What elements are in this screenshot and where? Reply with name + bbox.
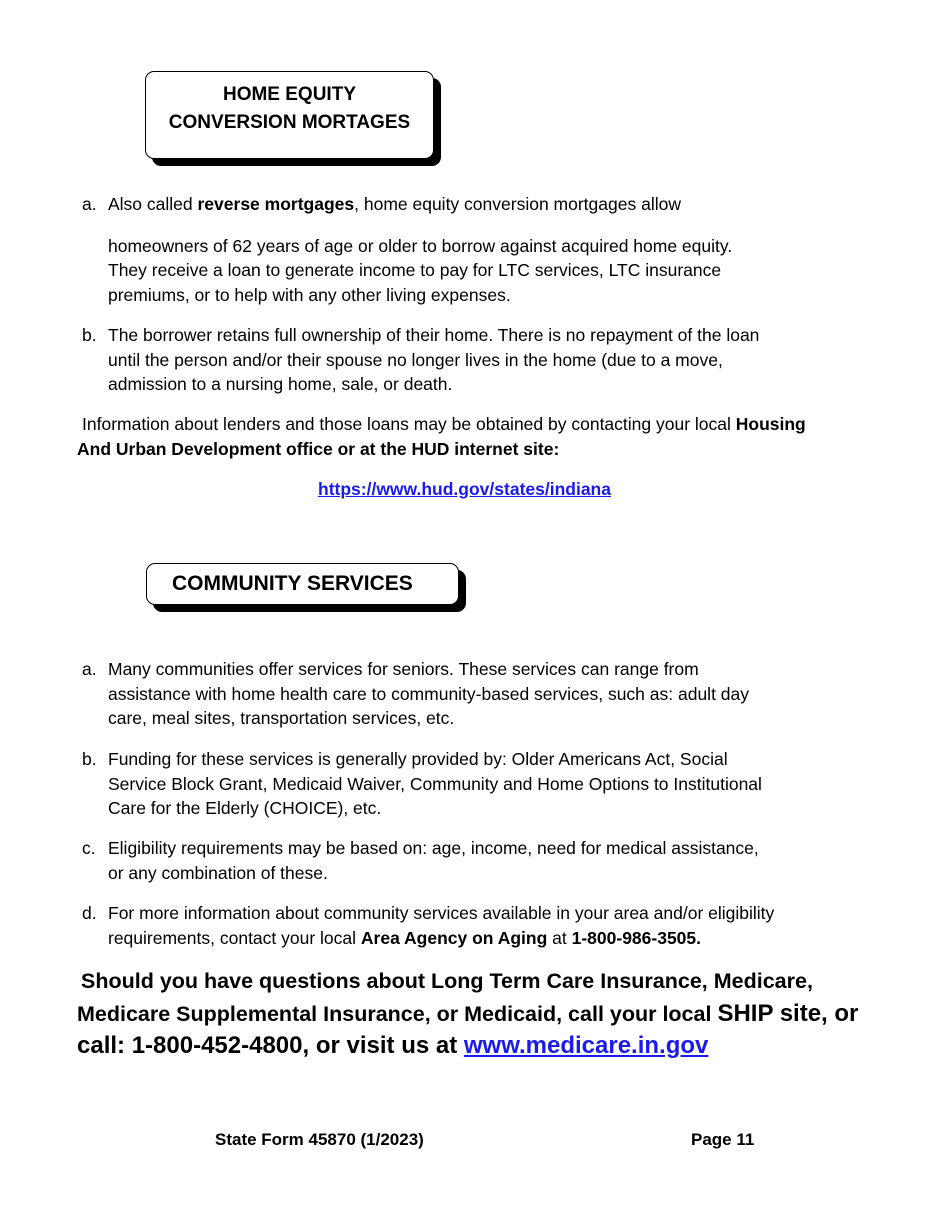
item-text: homeowners of 62 years of age or older to borrow against acquired home equity. [108, 235, 733, 256]
item-label: a. [82, 659, 97, 679]
contact-line: Should you have questions about Long Term Care Insurance, Medicare, [81, 969, 813, 993]
info-bold-text: And Urban Development office or at the HUD internet site: [77, 438, 560, 459]
community-item-b [82, 747, 762, 821]
contact-block [77, 965, 917, 1063]
item-text: at [547, 927, 572, 948]
home-equity-heading-line2: CONVERSION MORTAGES [168, 112, 411, 133]
home-equity-heading [145, 71, 434, 159]
item-text: They receive a loan to generate income to pay for LTC services, LTC insurance [108, 260, 722, 280]
item-text: Eligibility requirements may be based on: age, income, need for medical assistance, [108, 838, 759, 858]
item-text: until the person and/or their spouse no longer lives in the home (due to a move, [108, 349, 723, 370]
home-equity-heading-line1: HOME EQUITY [222, 84, 356, 105]
item-text: Many communities offer services for seniors. These services can range from [108, 659, 699, 679]
home-equity-item-a [82, 192, 732, 307]
community-services-heading: COMMUNITY SERVICES [146, 563, 459, 605]
item-text: Care for the Elderly (CHOICE), etc. [108, 798, 382, 818]
item-text: assistance with home health care to community-based services, such as: adult day [108, 683, 750, 704]
community-item-c [82, 836, 759, 885]
item-text: requirements, contact your local [108, 927, 361, 948]
item-text: admission to a nursing home, sale, or death. [108, 374, 453, 394]
item-text: care, meal sites, transportation services, etc. [108, 708, 455, 728]
item-label: c. [82, 838, 96, 858]
community-item-d [82, 901, 774, 950]
item-text: For more information about community services available in your area and/or eligibility [108, 903, 775, 923]
community-item-a [82, 657, 749, 731]
item-text: premiums, or to help with any other living expenses. [108, 284, 511, 305]
item-text: Funding for these services is generally provided by: Older Americans Act, Social [108, 749, 728, 769]
medicare-website-link[interactable]: www.medicare.in.gov [463, 1032, 709, 1059]
home-equity-item-b [82, 323, 759, 397]
item-text: , home equity conversion mortgages allow [354, 194, 681, 214]
info-bold-text: Housing [735, 414, 806, 434]
contact-line: call: 1-800-452-4800, or visit us at [77, 1032, 464, 1059]
reverse-mortgages-term: reverse mortgages [197, 194, 355, 214]
aging-phone-number: 1-800-986-3505. [571, 927, 702, 948]
hud-info-paragraph [77, 412, 877, 461]
item-label: a. [82, 194, 97, 214]
page-number: Page 11 [691, 1130, 755, 1149]
form-number: State Form 45870 (1/2023) [215, 1130, 424, 1149]
item-text: or any combination of these. [108, 862, 328, 883]
item-text: Also called [108, 194, 198, 214]
item-label: d. [82, 903, 97, 923]
ship-site-text: SHIP site, or [717, 999, 859, 1027]
area-agency-on-aging: Area Agency on Aging [360, 927, 548, 948]
hud-link[interactable]: https://www.hud.gov/states/indiana [318, 479, 611, 499]
item-text: The borrower retains full ownership of their home. There is no repayment of the loan [108, 325, 760, 345]
contact-line: Medicare Supplemental Insurance, or Medicaid, call your local [77, 1001, 718, 1026]
item-text: Service Block Grant, Medicaid Waiver, Community and Home Options to Institutional [108, 773, 762, 794]
info-text: Information about lenders and those loans may be obtained by contacting your local [82, 414, 736, 434]
item-label: b. [82, 325, 97, 345]
item-label: b. [82, 749, 97, 769]
